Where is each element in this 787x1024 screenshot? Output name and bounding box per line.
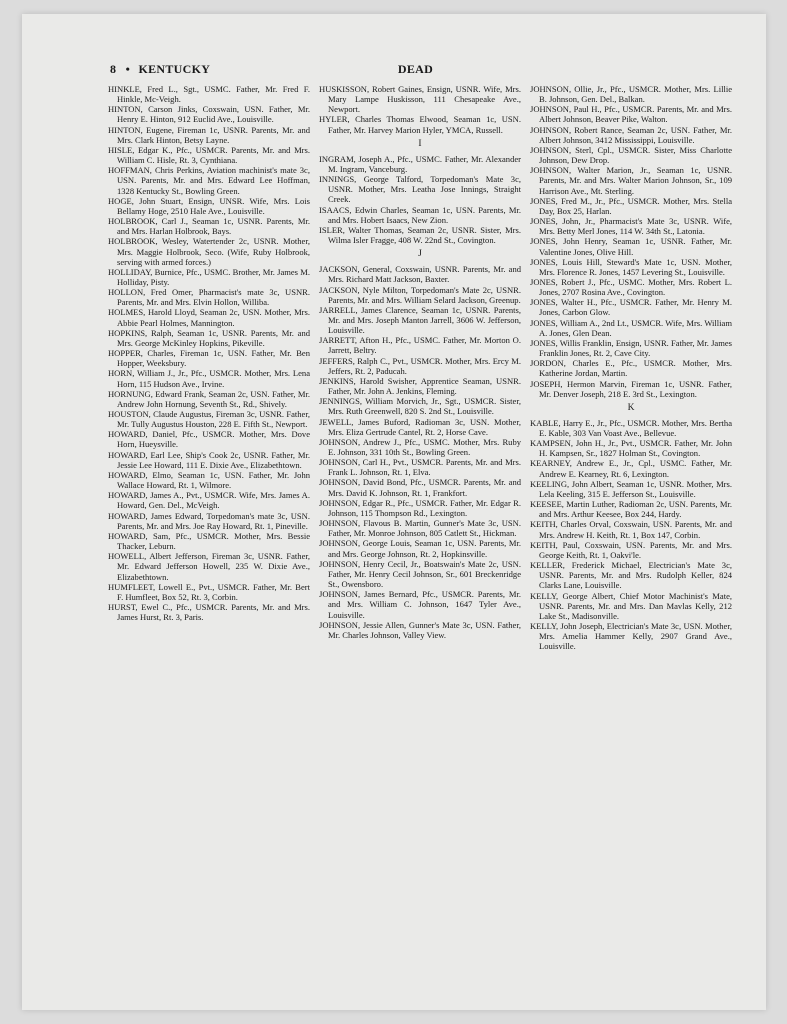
section-letter: K — [627, 402, 635, 413]
casualty-entry: HOWARD, Earl Lee, Ship's Cook 2c, USNR. Father, Mr. Jessie Lee Howard, 111 E. Dixie Ave., Elizabethtown. — [108, 449, 310, 470]
casualty-entry: HOPKINS, Ralph, Seaman 1c, USNR. Parents, Mr. and Mrs. George McKinley Hopkins, Pikeville. — [108, 327, 310, 348]
casualty-entry: JEWELL, James Buford, Radioman 3c, USN. Mother, Mrs. Eliza Gertrude Cantel, Rt. 2, Horse Cave. — [319, 416, 521, 437]
casualty-entry: INGRAM, Joseph A., Pfc., USMC. Father, Mr. Alexander M. Ingram, Vanceburg. — [319, 153, 521, 174]
column-2 — [319, 84, 521, 986]
casualty-entry: JOHNSON, Edgar R., Pfc., USMCR. Father, Mr. Edgar R. Johnson, 115 Thompson Rd., Lexington. — [319, 497, 521, 518]
casualty-entry: JACKSON, General, Coxswain, USNR. Parents, Mr. and Mrs. Richard Matt Jackson, Baxter. — [319, 264, 521, 285]
casualty-entry: JONES, John, Jr., Pharmacist's Mate 3c, USNR. Wife, Mrs. Betty Merl Jones, 114 W. 34th St., Latonia. — [530, 216, 732, 237]
columns — [108, 84, 732, 986]
casualty-entry: HOWARD, Sam, Pfc., USMCR. Mother, Mrs. Bessie Thacker, Leburn. — [108, 530, 310, 552]
state-name: KENTUCKY — [138, 62, 211, 76]
casualty-entry: HYLER, Charles Thomas Elwood, Seaman 1c, USN. Father, Mr. Harvey Marion Hyler, YMCA, Russell. — [319, 114, 521, 135]
casualty-entry: ISLER, Walter Thomas, Seaman 2c, USNR. Sister, Mrs. Wilma Isler Fragge, 408 W. 22nd St., Covington. — [319, 224, 521, 246]
casualty-entry: JOHNSON, Flavous B. Martin, Gunner's Mate 3c, USN. Father, Mr. Monroe Johnson, 805 Catlett St., Hickman. — [319, 518, 521, 539]
casualty-entry: HOPPER, Charles, Fireman 1c, USN. Father, Mr. Ben Hopper, Weeksbury. — [108, 348, 310, 369]
casualty-entry: JONES, Louis Hill, Steward's Mate 1c, USN. Mother, Mrs. Florence R. Jones, 1457 Levering St., Louisville. — [530, 256, 732, 277]
casualty-entry: JONES, Walter H., Pfc., USMCR. Father, Mr. Henry M. Jones, Carbon Glow. — [530, 297, 732, 318]
page-header — [110, 62, 721, 78]
casualty-entry: KEITH, Charles Orval, Coxswain, USN. Parents, Mr. and Mrs. Andrew H. Keith, Rt. 1, Box 147, Corbin. — [530, 519, 732, 540]
casualty-entry: KELLY, George Albert, Chief Motor Machinist's Mate, USNR. Parents, Mr. and Mrs. Dan Mavlas Kelly, 212 Lake St., Madisonville. — [530, 590, 732, 621]
page-number: 8 — [110, 62, 117, 76]
casualty-entry: JOHNSON, Carl H., Pvt., USMCR. Parents, Mr. and Mrs. Frank L. Johnson, Rt. 1, Elva. — [319, 457, 521, 478]
casualty-entry: JARRETT, Afton H., Pfc., USMC. Father, Mr. Morton O. Jarrett, Beltry. — [319, 335, 521, 356]
casualty-entry: JOHNSON, Walter Marion, Jr., Seaman 1c, USNR. Parents, Mr. and Mrs. Walter Marion Johnson, Sr., 109 Harrison Ave., Mt. Sterling. — [530, 165, 732, 196]
casualty-entry: JOHNSON, Jessie Allen, Gunner's Mate 3c, USN. Father, Mr. Charles Johnson, Valley View. — [319, 619, 521, 640]
casualty-entry: HOWARD, Elmo, Seaman 1c, USN. Father, Mr. John Wallace Howard, Rt. 1, Wilmore. — [108, 469, 310, 491]
column-3 — [530, 84, 732, 986]
casualty-entry: ISAACS, Edwin Charles, Seaman 1c, USN. Parents, Mr. and Mrs. Hobert Isaacs, New Zion. — [319, 204, 521, 225]
casualty-entry: JOHNSON, James Bernard, Pfc., USMCR. Parents, Mr. and Mrs. William C. Johnson, 1647 Tyler Ave., Louisville. — [319, 589, 521, 620]
casualty-entry: JOHNSON, Ollie, Jr., Pfc., USMCR. Mother, Mrs. Lillie B. Johnson, Gen. Del., Balkan. — [530, 84, 732, 105]
casualty-entry: KELLY, John Joseph, Electrician's Mate 3c, USN. Mother, Mrs. Amelia Hammer Kelly, 2907 Grand Ave., Louisville. — [530, 620, 732, 652]
casualty-entry: JOHNSON, David Bond, Pfc., USMCR. Parents, Mr. and Mrs. David K. Johnson, Rt. 1, Frankfort. — [319, 477, 521, 498]
casualty-entry: HINTON, Eugene, Fireman 1c, USNR. Parents, Mr. and Mrs. Clark Hinton, Betsy Layne. — [108, 124, 310, 145]
section-letter: J — [418, 249, 422, 260]
casualty-entry: KAMPSEN, John H., Jr., Pvt., USMCR. Father, Mr. John H. Kampsen, Sr., 1827 Holman St., Covington. — [530, 438, 732, 459]
casualty-entry: HUMFLEET, Lowell E., Pvt., USMCR. Father, Mr. Bert F. Humfleet, Box 52, Rt. 3, Corbin. — [108, 581, 310, 602]
casualty-entry: KEELING, John Albert, Seaman 1c, USNR. Mother, Mrs. Lela Keeling, 315 E. Jefferson St., Louisville. — [530, 478, 732, 499]
casualty-entry: JORDON, Charles E., Pfc., USMCR. Mother, Mrs. Katherine Jordan, Martin. — [530, 358, 732, 379]
casualty-entry: KABLE, Harry E., Jr., Pfc., USMCR. Mother, Mrs. Bertha E. Kable, 303 Van Voast Ave., Bellevue. — [530, 417, 732, 438]
casualty-entry: JONES, Fred M., Jr., Pfc., USMCR. Mother, Mrs. Stella Day, Box 25, Harlan. — [530, 195, 732, 216]
section-title: DEAD — [397, 62, 434, 76]
casualty-entry: HOWARD, Daniel, Pfc., USMCR. Mother, Mrs. Dove Horn, Hueysville. — [108, 429, 310, 450]
casualty-entry: HOWARD, James Edward, Torpedoman's mate 3c, USN. Parents, Mr. and Mrs. Joe Ray Howard, Rt. 1, Pineville. — [108, 510, 310, 531]
header-bullet: • — [125, 62, 131, 76]
casualty-entry: JOHNSON, Andrew J., Pfc., USMC. Mother, Mrs. Ruby E. Johnson, 331 10th St., Bowling Green. — [319, 436, 521, 457]
casualty-entry: JACKSON, Nyle Milton, Torpedoman's Mate 2c, USNR. Parents, Mr. and Mrs. William Selard Jackson, Greenup. — [319, 284, 521, 305]
casualty-entry: JOHNSON, Sterl, Cpl., USMCR. Sister, Miss Charlotte Johnson, Dew Drop. — [530, 144, 732, 166]
casualty-entry: HISLE, Edgar K., Pfc., USMCR. Parents, Mr. and Mrs. William C. Hisle, Rt. 3, Cynthiana. — [108, 144, 310, 166]
casualty-entry: HOWELL, Albert Jefferson, Fireman 3c, USNR. Father, Mr. Edward Jefferson Howell, 235 W. Dixie Ave., Elizabethtown. — [108, 551, 310, 582]
casualty-entry: INNINGS, George Talford, Torpedoman's Mate 3c, USNR. Mother, Mrs. Leatha Jose Innings, Straight Creek. — [319, 174, 521, 205]
column-1 — [108, 84, 310, 986]
casualty-entry: JOSEPH, Hermon Marvin, Fireman 1c, USNR. Father, Mr. Denver Joseph, 218 E. 3rd St., Lexington. — [530, 378, 732, 399]
casualty-entry: KEITH, Paul, Coxswain, USN. Parents, Mr. and Mrs. George Keith, Rt. 1, Oakvi'le. — [530, 539, 732, 560]
casualty-entry: HOLLIDAY, Burnice, Pfc., USMC. Brother, Mr. James M. Holliday, Pisty. — [108, 266, 310, 287]
casualty-entry: JONES, Robert J., Pfc., USMC. Mother, Mrs. Robert L. Jones, 2707 Rosina Ave., Covington. — [530, 276, 732, 298]
casualty-entry: JENKINS, Harold Swisher, Apprentice Seaman, USNR. Father, Mr. John A. Jenkins, Fleming. — [319, 375, 521, 397]
casualty-entry: HOLLON, Fred Omer, Pharmacist's mate 3c, USNR. Parents, Mr. and Mrs. Elvin Hollon, Williba. — [108, 287, 310, 308]
casualty-entry: HOGE, John Stuart, Ensign, UNSR. Wife, Mrs. Lois Bellamy Hoge, 2510 Hale Ave., Louisville. — [108, 195, 310, 216]
casualty-entry: JONES, Willis Franklin, Ensign, USNR. Father, Mr. James Franklin Jones, Rt. 2, Cave City. — [530, 337, 732, 359]
casualty-entry: HORNUNG, Edward Frank, Seaman 2c, USN. Father, Mr. Andrew John Hornung, Seventh St., Rd., Shively. — [108, 388, 310, 409]
casualty-entry: HINTON, Carson Jinks, Coxswain, USN. Father, Mr. Henry E. Hinton, 912 Euclid Ave., Louisville. — [108, 104, 310, 125]
casualty-entry: JOHNSON, Robert Rance, Seaman 2c, USN. Father, Mr. Albert Johnson, 3412 Mississippi, Louisville. — [530, 124, 732, 145]
casualty-entry: HOLBROOK, Carl J., Seaman 1c, USNR. Parents, Mr. and Mrs. Harlan Holbrook, Bays. — [108, 216, 310, 237]
casualty-entry: JOHNSON, Paul H., Pfc., USMCR. Parents, Mr. and Mrs. Albert Johnson, Beaver Pike, Walton. — [530, 104, 732, 125]
section-letter: I — [418, 138, 422, 149]
casualty-entry: HOLBROOK, Wesley, Watertender 2c, USNR. Mother, Mrs. Maggie Holbrook, Seco. (Wife, Ruby Holbrook, serving with armed forces.) — [108, 236, 310, 267]
casualty-entry: KEARNEY, Andrew E., Jr., Cpl., USMC. Father, Mr. Andrew E. Kearney, Rt. 6, Lexington. — [530, 458, 732, 479]
casualty-entry: KEESEE, Martin Luther, Radioman 2c, USN. Parents, Mr. and Mrs. Arthur Keesee, Box 244, Hardy. — [530, 499, 732, 520]
casualty-entry: HOWARD, James A., Pvt., USMCR. Wife, Mrs. James A. Howard, Gen. Del., McVeigh. — [108, 490, 310, 511]
casualty-entry: HORN, William J., Jr., Pfc., USMCR. Mother, Mrs. Lena Horn, 115 Hudson Ave., Irvine. — [108, 368, 310, 389]
casualty-entry: JONES, John Henry, Seaman 1c, USNR. Father, Mr. Valentine Jones, Olive Hill. — [530, 236, 732, 257]
casualty-entry: HUSKISSON, Robert Gaines, Ensign, USNR. Wife, Mrs. Mary Lampe Huskisson, 111 Chesapeake Ave., Newport. — [319, 84, 521, 115]
casualty-entry: JOHNSON, George Louis, Seaman 1c, USN. Parents, Mr. and Mrs. George Johnson, Rt. 2, Hopkinsville. — [319, 538, 521, 559]
casualty-entry: JARRELL, James Clarence, Seaman 1c, USNR. Parents, Mr. and Mrs. Joseph Manton Jarrell, 3606 W. Jefferson, Louisville. — [319, 304, 521, 336]
casualty-entry: JOHNSON, Henry Cecil, Jr., Boatswain's Mate 2c, USN. Father, Mr. Henry Cecil Johnson, Sr., 601 Breckenridge St., Owensboro. — [319, 558, 521, 590]
casualty-entry: HOFFMAN, Chris Perkins, Aviation machinist's mate 3c, USN. Parents, Mr. and Mrs. Edward Lee Hoffman, 1328 Kentucky St., Bowling Green. — [108, 165, 310, 196]
casualty-entry: HOUSTON, Claude Augustus, Fireman 3c, USNR. Father, Mr. Tully Augustus Houston, 228 E. Fifth St., Newport. — [108, 409, 310, 430]
casualty-entry: JENNINGS, William Morvich, Jr., Sgt., USMCR. Sister, Mrs. Ruth Greenwell, 820 S. 2nd St., Louisville. — [319, 396, 521, 417]
casualty-entry: HOLMES, Harold Lloyd, Seaman 2c, USN. Mother, Mrs. Abbie Pearl Holmes, Mannington. — [108, 307, 310, 328]
casualty-entry: KELLER, Frederick Michael, Electrician's Mate 3c, USNR. Parents, Mr. and Mrs. Rudolph Keller, 824 Clarks Lane, Louisville. — [530, 560, 732, 591]
casualty-entry: JEFFERS, Ralph C., Pvt., USMCR. Mother, Mrs. Ercy M. Jeffers, Rt. 2, Paducah. — [319, 355, 521, 376]
casualty-entry: JONES, William A., 2nd Lt., USMCR. Wife, Mrs. William A. Jones, Glen Dean. — [530, 317, 732, 338]
casualty-entry: HINKLE, Fred L., Sgt., USMC. Father, Mr. Fred F. Hinkle, Mc-Veigh. — [108, 84, 310, 105]
document-page — [22, 14, 766, 1010]
casualty-entry: HURST, Ewel C., Pfc., USMCR. Parents, Mr. and Mrs. James Hurst, Rt. 3, Paris. — [108, 601, 310, 623]
